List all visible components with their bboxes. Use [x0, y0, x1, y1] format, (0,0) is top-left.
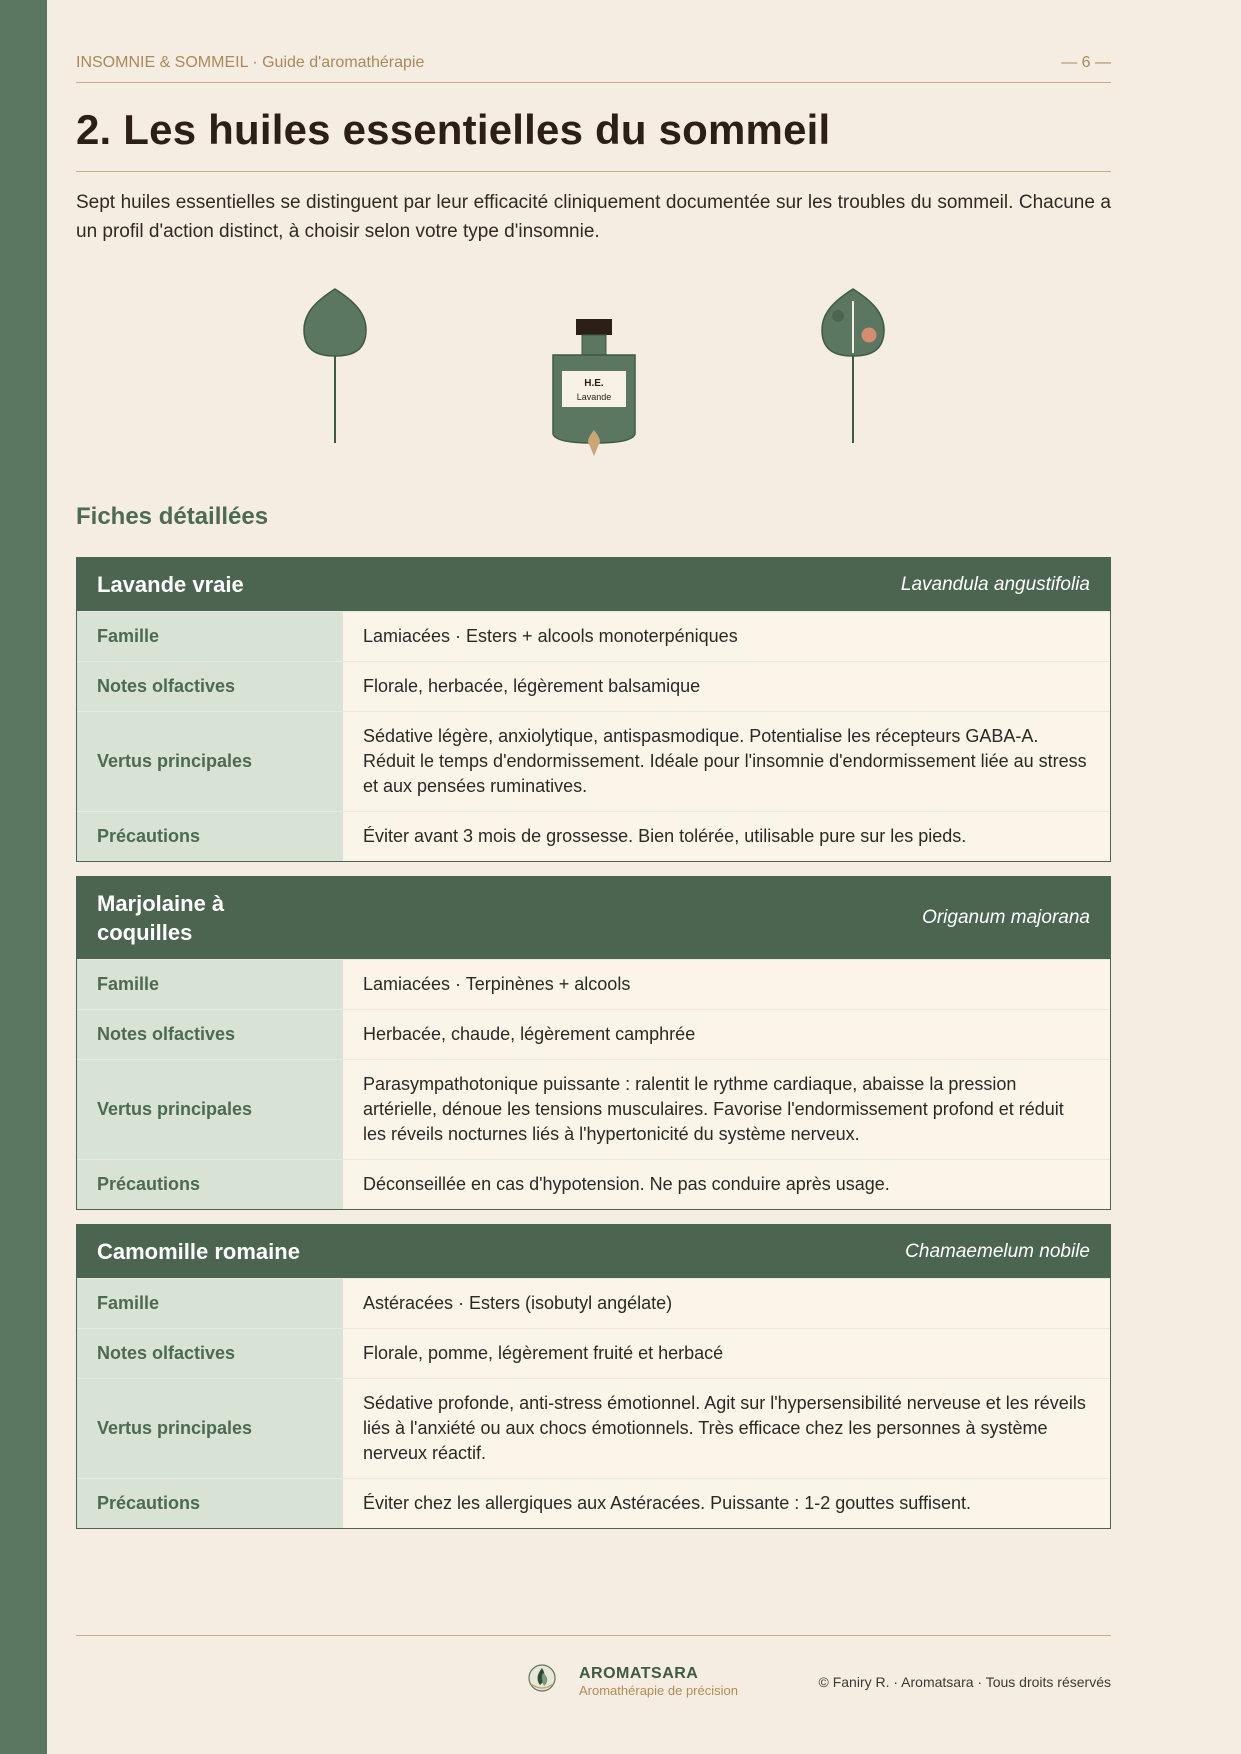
table-row — [77, 1278, 1110, 1328]
row-value: Éviter avant 3 mois de grossesse. Bien tolérée, utilisable pure sur les pieds. — [363, 825, 967, 846]
row-label: Vertus principales — [77, 712, 343, 811]
row-label: Notes olfactives — [77, 662, 343, 711]
row-value: Lamiacées · Esters + alcools monoterpéniques — [363, 625, 738, 646]
leaf-icon — [304, 289, 366, 443]
document-page — [76, 0, 1111, 1754]
oil-name: Marjolaine à coquilles — [97, 891, 225, 945]
oil-latin-name: Origanum majorana — [922, 907, 1090, 928]
table-row — [77, 1009, 1110, 1059]
card-header — [77, 877, 1110, 959]
row-value: Sédative légère, anxiolytique, antispasmodique. Potentialise les récepteurs GABA-A. Réduit le temps d'endormissement. Idéale pour l'insomnie d'endormissement liée au stress et aux pensées ruminatives. — [363, 725, 1087, 796]
row-label: Notes olfactives — [77, 1329, 343, 1378]
decorative-sidebar — [0, 0, 47, 1754]
table-row — [77, 1378, 1110, 1478]
row-value: Florale, pomme, légèrement fruité et herbacé — [363, 1342, 724, 1363]
brand-logo-icon — [526, 1662, 558, 1694]
row-label: Vertus principales — [77, 1060, 343, 1159]
row-value: Sédative profonde, anti-stress émotionnel. Agit sur l'hypersensibilité nerveuse et les réveils liés à l'anxiété ou aux chocs émotionnels. Très efficace chez les personnes à système nerveux réactif. — [363, 1392, 1086, 1463]
card-header — [77, 558, 1110, 611]
brand-tagline: Aromathérapie de précision — [579, 1683, 738, 1698]
row-value: Lamiacées · Terpinènes + alcools — [363, 973, 631, 994]
oil-card-marjoram — [76, 876, 1111, 1210]
section-heading: Fiches détaillées — [76, 503, 269, 530]
bottle-label-line1: H.E. — [584, 378, 604, 389]
footer-divider — [76, 1635, 1111, 1636]
card-header — [77, 1225, 1110, 1278]
page-title: 2. Les huiles essentielles du sommeil — [76, 106, 831, 153]
running-title: INSOMNIE & SOMMEIL · Guide d'aromathérapie — [76, 54, 425, 71]
table-row — [77, 711, 1110, 811]
oil-latin-name: Chamaemelum nobile — [905, 1240, 1090, 1262]
illustration-strip — [76, 285, 1111, 460]
title-divider — [76, 171, 1111, 172]
oil-latin-name: Lavandula angustifolia — [900, 573, 1090, 595]
table-row — [77, 1328, 1110, 1378]
table-row — [77, 959, 1110, 1009]
table-row — [77, 1159, 1110, 1209]
oil-name: Camomille romaine — [97, 1239, 300, 1264]
essential-oil-bottle-icon — [553, 319, 635, 456]
table-row — [77, 661, 1110, 711]
row-value: Parasympathotonique puissante : ralentit le rythme cardiaque, abaisse la pression artérielle, dénoue les tensions musculaires. Favorise l'endormissement profond et réduit les réveils nocturnes liés à l'hypertonicité du système nerveux. — [363, 1073, 1064, 1144]
table-row — [77, 811, 1110, 861]
oil-card-chamomile — [76, 1224, 1111, 1529]
row-value: Florale, herbacée, légèrement balsamique — [363, 675, 701, 696]
table-row — [77, 1059, 1110, 1159]
row-label: Précautions — [77, 1479, 343, 1528]
row-label: Précautions — [77, 812, 343, 861]
oil-card-lavender — [76, 557, 1111, 862]
row-label: Précautions — [77, 1160, 343, 1209]
row-label: Notes olfactives — [77, 1010, 343, 1059]
brand-name: AROMATSARA — [579, 1665, 699, 1682]
intro-paragraph: Sept huiles essentielles se distinguent par leur efficacité cliniquement documentée sur les troubles du sommeil. Chacune a un profil d'action distinct, à choisir selon votre type d'insomnie. — [76, 192, 1111, 242]
row-label: Famille — [77, 1279, 343, 1328]
leaf-icon — [822, 289, 884, 443]
table-row — [77, 1478, 1110, 1528]
row-value: Éviter chez les allergiques aux Astéracées. Puissante : 1-2 gouttes suffisent. — [363, 1492, 972, 1513]
row-label: Vertus principales — [77, 1379, 343, 1478]
row-label: Famille — [77, 612, 343, 661]
table-row — [77, 611, 1110, 661]
page-number: — 6 — — [1061, 54, 1111, 71]
row-label: Famille — [77, 960, 343, 1009]
header-divider — [76, 82, 1111, 83]
copyright-notice: © Faniry R. · Aromatsara · Tous droits réservés — [818, 1674, 1111, 1690]
row-value: Herbacée, chaude, légèrement camphrée — [363, 1023, 696, 1044]
oil-name: Lavande vraie — [97, 572, 244, 597]
running-header — [76, 54, 1111, 72]
row-value: Astéracées · Esters (isobutyl angélate) — [363, 1292, 673, 1313]
bottle-label-line2: Lavande — [576, 392, 612, 402]
row-value: Déconseillée en cas d'hypotension. Ne pas conduire après usage. — [363, 1173, 890, 1194]
